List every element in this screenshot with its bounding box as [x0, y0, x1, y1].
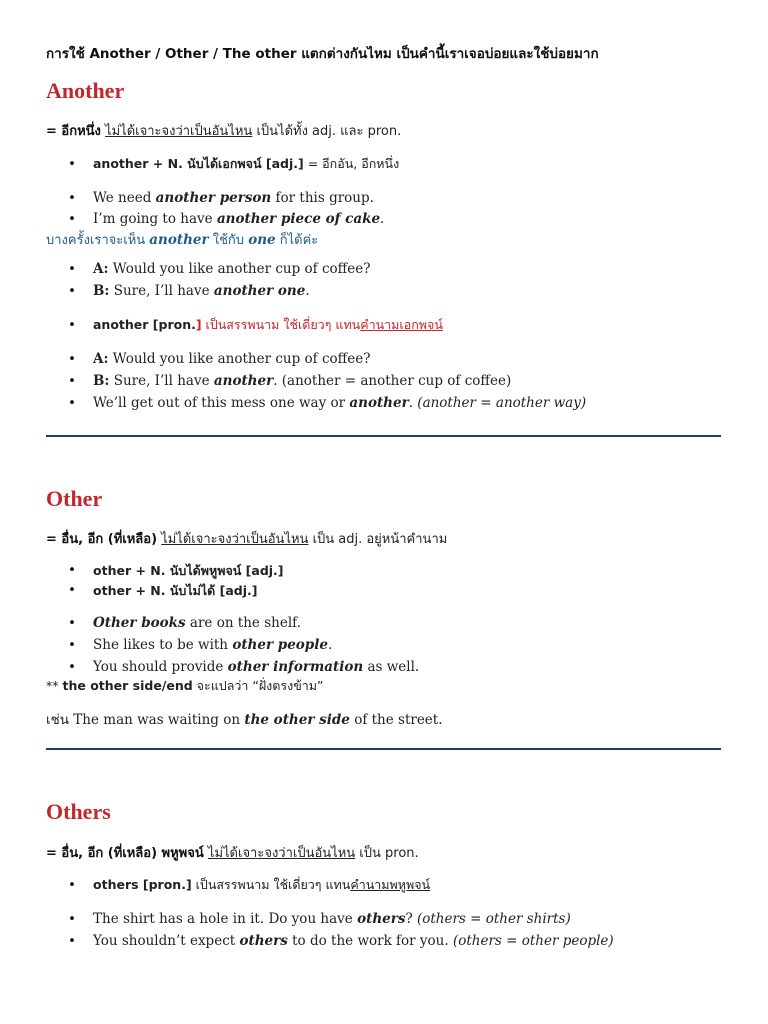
others-definition: = อื่น, อีก (ที่เหลือ) พหูพจน์ ไม่ได้เจาะจงว่าเป็นอันไหน เป็น pron. [46, 846, 419, 861]
others-examples-list [68, 908, 614, 952]
list-item: • A: Would you like another cup of coffee? [68, 348, 586, 370]
list-item: • others [pron.] เป็นสรรพนาม ใช้เดี่ยวๆ แทนคำนามพหูพจน์ [68, 874, 430, 896]
heading-other: Other [46, 486, 103, 511]
another-definition: = อีกหนึ่ง ไม่ได้เจาะจงว่าเป็นอันไหน เป็นได้ทั้ง adj. และ pron. [46, 124, 402, 139]
list-item: • other + N. นับได้พหูพจน์ [adj.] [68, 561, 284, 581]
page-header: การใช้ Another / Other / The other แตกต่างกันไหม เป็นคำนี้เราเจอบ่อยและใช้บ่อยมาก [46, 46, 599, 62]
list-item: • B: Sure, I’ll have another. (another = another cup of coffee) [68, 370, 586, 392]
another-pron-examples [68, 348, 586, 414]
other-side-note: ** the other side/end จะแปลว่า “ฝั่งตรงข้าม” [46, 678, 324, 693]
list-item: • You shouldn’t expect others to do the work for you. (others = other people) [68, 930, 614, 952]
list-item: • We need another person for this group. [68, 187, 384, 209]
other-example-sentence: เช่น The man was waiting on the other side of the street. [46, 712, 443, 728]
list-item: • The shirt has a hole in it. Do you have others? (others = other shirts) [68, 908, 614, 930]
another-rule2-list [68, 314, 443, 336]
list-item: • She likes to be with other people. [68, 634, 419, 656]
list-item: • A: Would you like another cup of coffee? [68, 258, 370, 280]
list-item: • You should provide other information as well. [68, 656, 419, 678]
list-item: • another [pron.] เป็นสรรพนาม ใช้เดี่ยวๆ แทนคำนามเอกพจน์ [68, 314, 443, 336]
list-item: • another + N. นับได้เอกพจน์ [adj.] = อีกอัน, อีกหนึ่ง [68, 153, 399, 175]
list-item: • B: Sure, I’ll have another one. [68, 280, 370, 302]
heading-others: Others [46, 799, 111, 824]
others-rule-list [68, 874, 430, 896]
another-note: บางครั้งเราจะเห็น another ใช้กับ one ก็ได้ค่ะ [46, 232, 319, 248]
another-dialog-list [68, 258, 370, 302]
other-definition: = อื่น, อีก (ที่เหลือ) ไม่ได้เจาะจงว่าเป็นอันไหน เป็น adj. อยู่หน้าคำนาม [46, 532, 448, 547]
list-item: • Other books are on the shelf. [68, 612, 419, 634]
section-divider [46, 748, 721, 750]
another-rule1-list [68, 153, 399, 175]
list-item: • other + N. นับไม่ได้ [adj.] [68, 581, 284, 601]
another-examples-list [68, 187, 384, 230]
other-examples-list [68, 612, 419, 678]
list-item: • We’ll get out of this mess one way or another. (another = another way) [68, 392, 586, 414]
list-item: • I’m going to have another piece of cake. [68, 208, 384, 230]
heading-another: Another [46, 78, 125, 103]
other-rules-list [68, 561, 284, 601]
section-divider [46, 435, 721, 437]
